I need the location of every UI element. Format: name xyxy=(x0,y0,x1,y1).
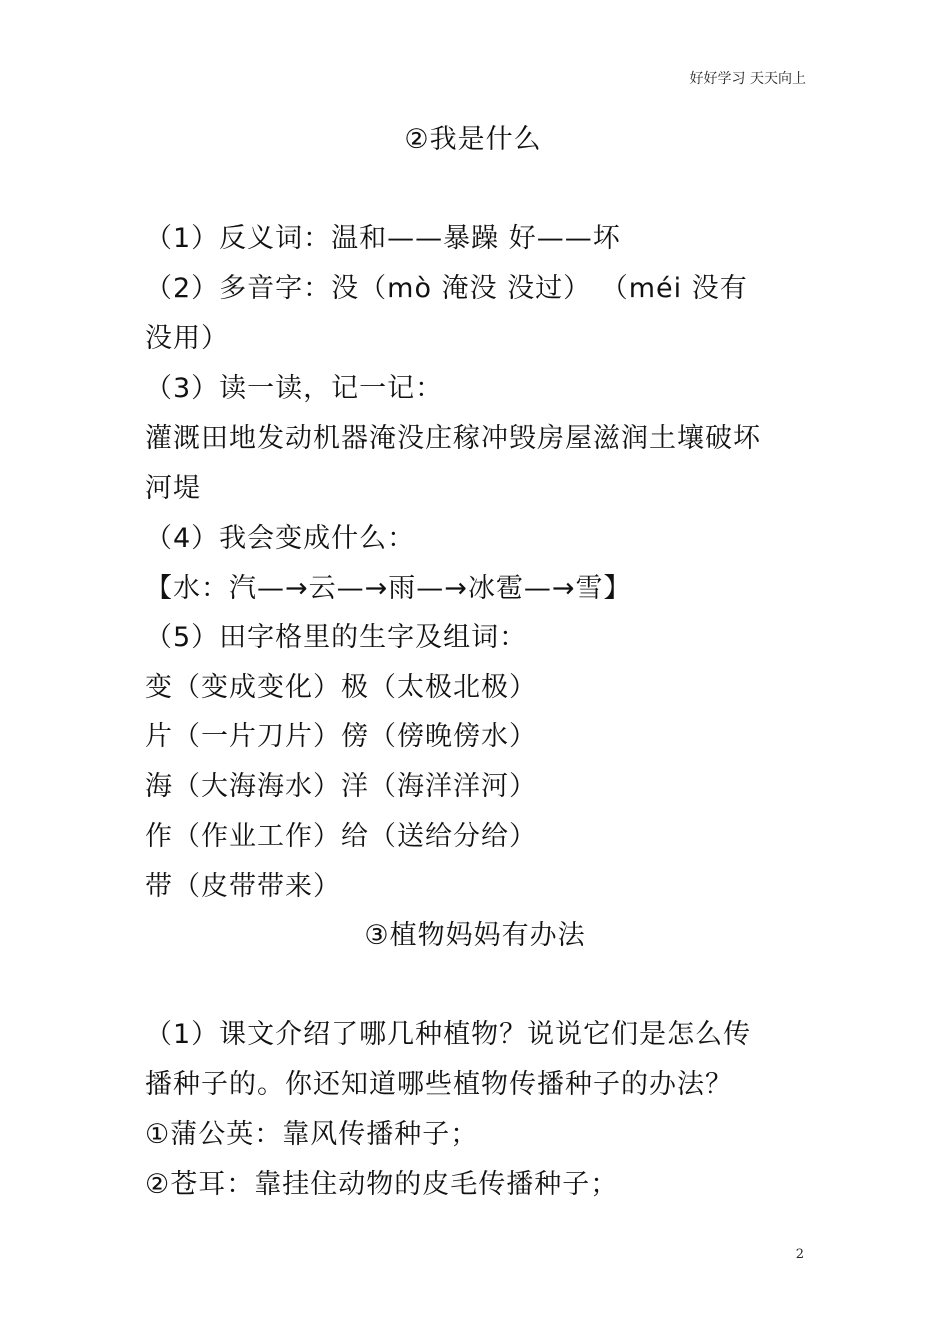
text-line: （2）多音字：没（mò 淹没 没过） （méi 没有 xyxy=(145,273,748,304)
text-line: （1）课文介绍了哪几种植物？说说它们是怎么传 xyxy=(145,1019,752,1050)
text-line: 片（一片刀片）傍（傍晚傍水） xyxy=(145,721,537,752)
text-line: （5）田字格里的生字及组词： xyxy=(145,622,528,653)
text-line: ①蒲公英：靠风传播种子； xyxy=(145,1119,479,1150)
text-line: 海（大海海水）洋（海洋洋河） xyxy=(145,771,537,802)
text-line: ②苍耳：靠挂住动物的皮毛传播种子； xyxy=(145,1169,619,1200)
text-line: （4）我会变成什么： xyxy=(145,523,416,554)
text-line: 【水：汽—→云—→雨—→冰雹—→雪】 xyxy=(145,573,632,604)
text-line: 没用） xyxy=(145,323,229,354)
text-line: 播种子的。你还知道哪些植物传播种子的办法？ xyxy=(145,1069,733,1100)
text-line: （1）反义词：温和——暴躁 好——坏 xyxy=(145,223,621,254)
text-line: 灌溉田地发动机器淹没庄稼冲毁房屋滋润土壤破坏 xyxy=(145,423,761,454)
text-line: 作（作业工作）给（送给分给） xyxy=(145,821,537,852)
text-line: 变（变成变化）极（太极北极） xyxy=(145,672,537,703)
page-number: 2 xyxy=(795,1247,804,1262)
text-line: 河堤 xyxy=(145,473,201,504)
text-line: （3）读一读，记一记： xyxy=(145,373,444,404)
section-title-zhi-wu-ma-ma: ③植物妈妈有办法 xyxy=(364,920,586,951)
text-line: 带（皮带带来） xyxy=(145,871,341,902)
page-header: 好好学习 天天向上 xyxy=(689,71,806,87)
section-title-wo-shi-shen-me: ②我是什么 xyxy=(404,124,542,155)
